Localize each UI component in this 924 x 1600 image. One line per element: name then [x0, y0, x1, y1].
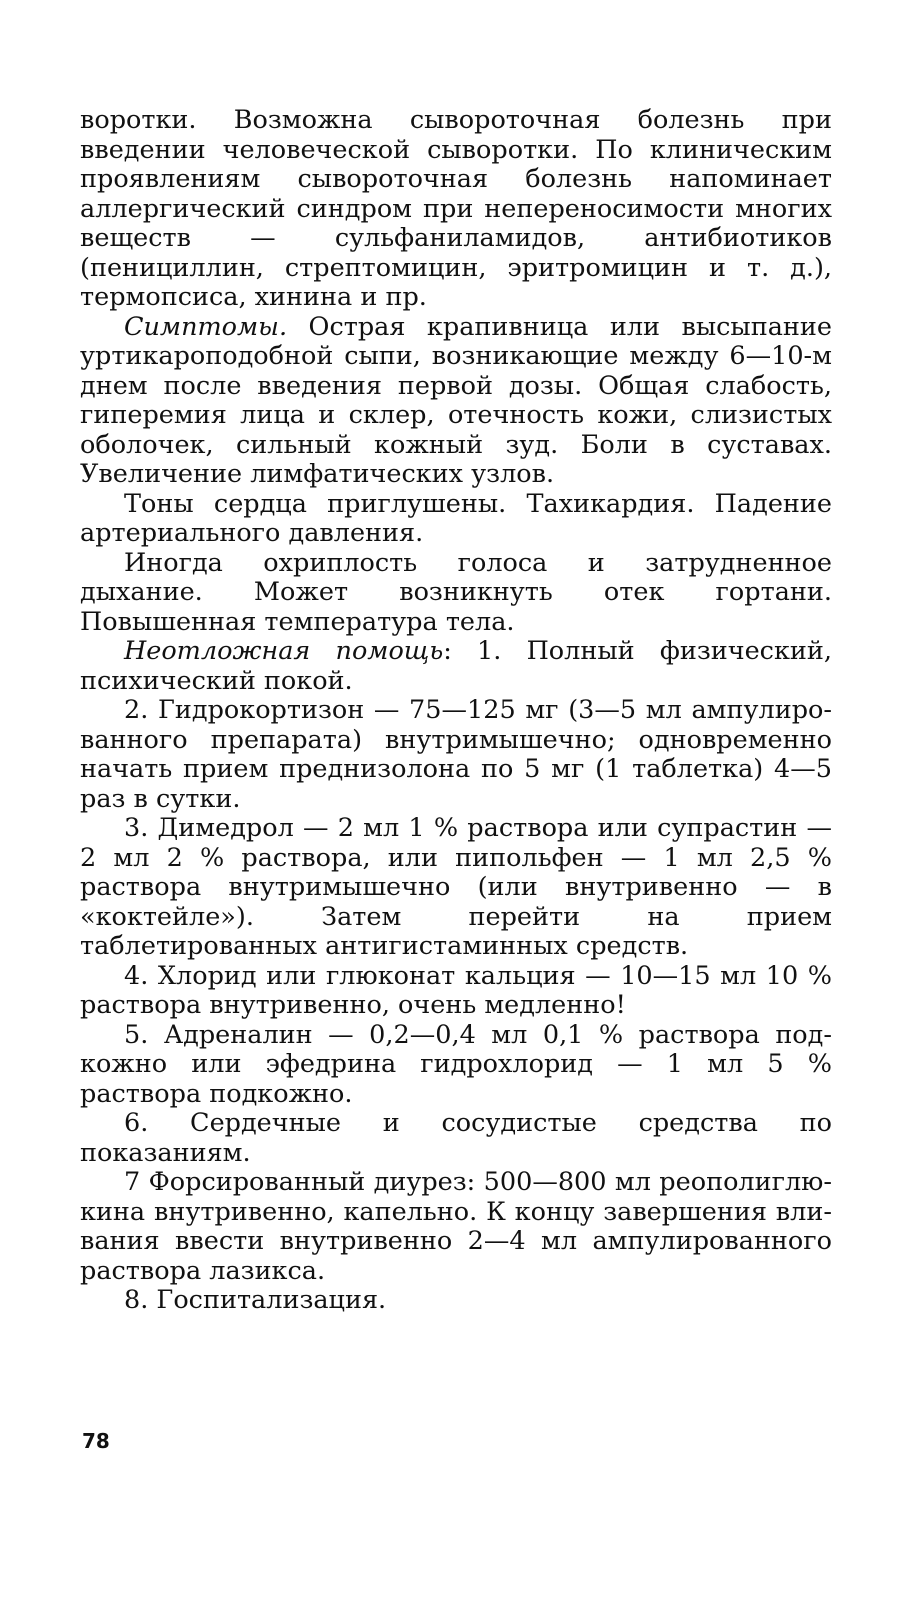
paragraph-lead-emergency: Неотложная помощь	[124, 636, 444, 666]
paragraph-item-5	[80, 1021, 832, 1110]
paragraph-text: Иногда охриплость голоса и затрудненное дыхание. Может возникнуть отек гортани. Повышенная температура тела.	[80, 547, 832, 637]
paragraph-item-2	[80, 696, 832, 814]
paragraph-text: 7 Форсированный диурез: 500—800 мл реополиглюкина внутривенно, капельно. К концу завершения вливания ввести внутривенно 2—4 мл ампулированного раствора лазикса.	[80, 1167, 832, 1286]
paragraph-text: 3. Димедрол — 2 мл 1 % раствора или супрастин — 2 мл 2 % раствора, или пипольфен — 1 мл 2,5 % раствора внутримышечно (или внутривенно — в «коктейле»). Затем перейти на прием таблетированных антигистаминных средств.	[80, 813, 832, 961]
paragraph-emergency-help	[80, 637, 832, 696]
page-number: 78	[82, 1429, 110, 1453]
paragraph-lead-symptoms: Симптомы.	[124, 311, 288, 342]
paragraph-text: : 1. Полный физический, психический покой.	[80, 636, 832, 696]
paragraph-continuation	[80, 106, 832, 313]
paragraph-symptoms	[80, 313, 832, 490]
paragraph-heart	[80, 490, 832, 549]
paragraph-text: 2. Гидрокортизон — 75—125 мг (3—5 мл ампулированного препарата) внутримышечно; одновременно начать прием преднизолона по 5 мг (1 таблетка) 4—5 раз в сутки.	[80, 695, 832, 814]
paragraph-text: 8. Госпитализация.	[124, 1285, 387, 1315]
paragraph-item-3	[80, 814, 832, 962]
paragraph-voice	[80, 549, 832, 638]
paragraph-item-6	[80, 1109, 832, 1168]
paragraph-item-4	[80, 962, 832, 1021]
paragraph-text: Тоны сердца приглушены. Тахикардия. Падение артериального давления.	[80, 488, 832, 548]
paragraph-item-8	[80, 1286, 832, 1316]
paragraph-text: воротки. Возможна сывороточная болезнь при введении человеческой сыворотки. По клиническим проявлениям сывороточная болезнь напоминает аллергический синдром при непереносимости многих веществ — сульфаниламидов, антибиотиков (пенициллин, стрептомицин, эритромицин и т. д.), термопсиса, хинина и пр.	[80, 105, 832, 312]
paragraph-text: 4. Хлорид или глюконат кальция — 10—15 мл 10 % раствора внутривенно, очень медленно!	[80, 960, 832, 1020]
paragraph-text: 6. Сердечные и сосудистые средства по показаниям.	[80, 1108, 832, 1168]
paragraph-item-7	[80, 1168, 832, 1286]
paragraph-text: 5. Адреналин — 0,2—0,4 мл 0,1 % раствора подкожно или эфедрина гидрохлорид — 1 мл 5 % раствора подкожно.	[80, 1019, 832, 1109]
paragraph-text: Острая крапивница или высыпание уртикароподобной сыпи, возникающие между 6—10-м днем после введения первой дозы. Общая слабость, гиперемия лица и склер, отечность кожи, слизистых оболочек, сильный кожный зуд. Боли в суставах. Увеличение лимфатических узлов.	[80, 311, 832, 489]
page-body	[80, 106, 832, 1316]
